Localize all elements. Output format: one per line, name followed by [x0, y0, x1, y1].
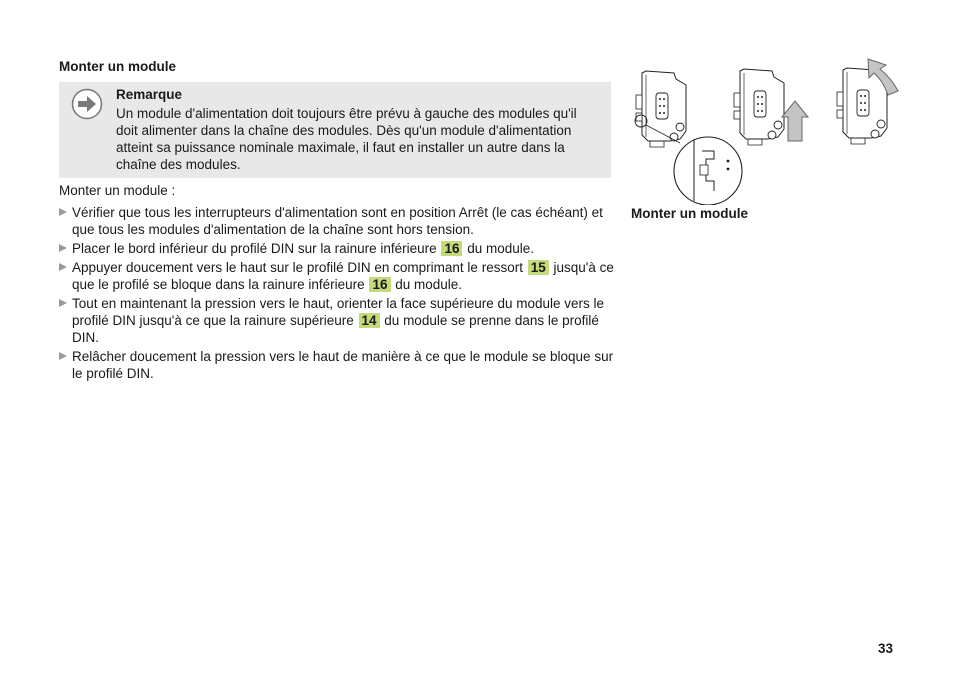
section-heading: Monter un module	[59, 59, 176, 74]
step-text: Relâcher doucement la pression vers le haut de manière à ce que le module se bloque sur le profilé DIN.	[72, 349, 614, 381]
note-text: Un module d'alimentation doit toujours être prévu à gauche des modules qu'il doit alimenter dans la chaîne des modules. Dès qu'un module d'alimentation atteint sa puissance nominale maximale, il faut en installer un autre dans la chaîne des modules.	[116, 106, 577, 172]
detail-magnifier	[674, 137, 742, 205]
module-mounting-figure	[630, 55, 910, 205]
page-number: 33	[878, 641, 894, 656]
step-item	[59, 259, 619, 293]
step-text: jusqu'à ce que le profilé se bloque dans la rainure inférieure	[72, 260, 614, 292]
bullet-triangle-icon	[59, 263, 67, 271]
step-item	[59, 240, 619, 257]
arrow-right-icon	[71, 88, 103, 120]
bullet-triangle-icon	[59, 352, 67, 360]
steps-list	[59, 204, 619, 384]
step-item	[59, 295, 619, 346]
up-arrow-icon	[782, 101, 808, 141]
step-text: du module.	[467, 241, 535, 256]
step-text: du module.	[395, 277, 463, 292]
step-text: Placer le bord inférieur du profilé DIN sur la rainure inférieure	[72, 241, 437, 256]
step-item	[59, 348, 619, 382]
reference-badge: 16	[369, 277, 390, 292]
reference-badge: 15	[528, 260, 549, 275]
step-text: Vérifier que tous les interrupteurs d'alimentation sont en position Arrêt (le cas échéant) et que tous les modules d'alimentation de la chaîne sont hors tension.	[72, 205, 603, 237]
note-title: Remarque	[116, 87, 183, 102]
bullet-triangle-icon	[59, 299, 67, 307]
module-illustration	[636, 68, 887, 147]
intro-text: Monter un module :	[59, 183, 176, 198]
step-text: du module se prenne dans le profilé DIN.	[72, 313, 599, 345]
reference-badge: 16	[441, 241, 462, 256]
step-text: Tout en maintenant la pression vers le haut, orienter la face supérieure du module vers le profilé DIN jusqu'à ce que la rainure supérieure	[72, 296, 605, 328]
note-box	[59, 82, 611, 178]
step-item	[59, 204, 619, 238]
step-text: Appuyer doucement vers le haut sur le profilé DIN en comprimant le ressort	[72, 260, 523, 275]
bullet-triangle-icon	[59, 208, 67, 216]
reference-badge: 14	[359, 313, 380, 328]
bullet-triangle-icon	[59, 244, 67, 252]
figure-caption: Monter un module	[631, 206, 748, 221]
